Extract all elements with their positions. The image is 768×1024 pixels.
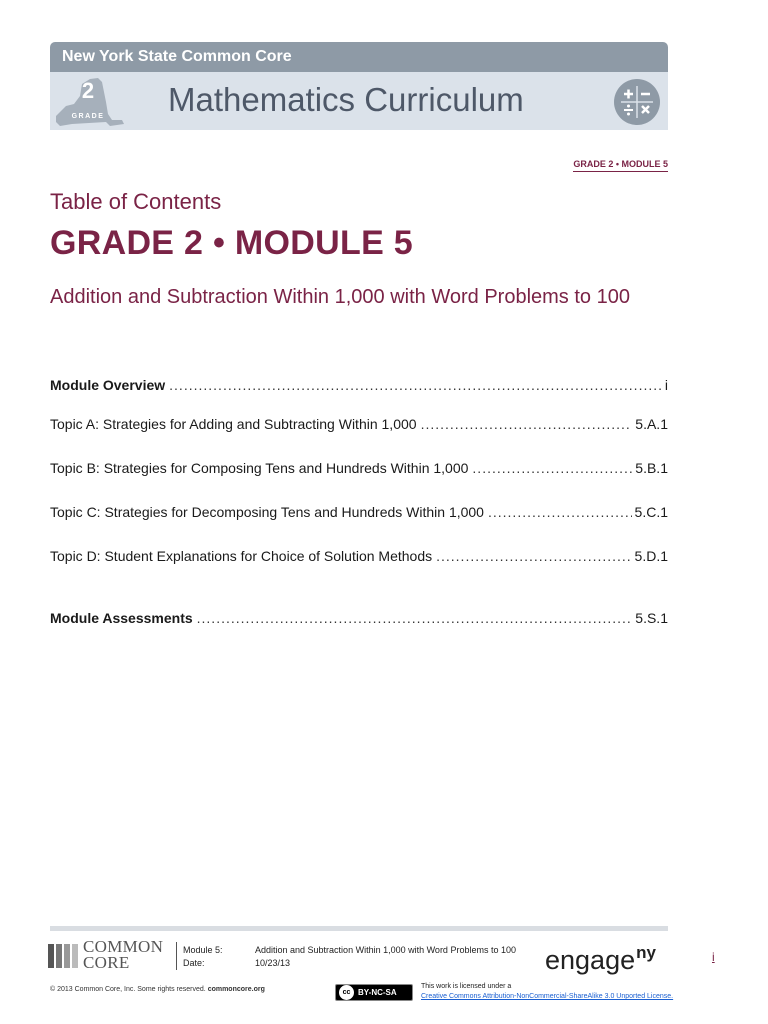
toc-entry-page: 5.C.1 xyxy=(634,504,668,520)
toc-entry-module-assessments[interactable] xyxy=(50,606,668,626)
module-value: Addition and Subtraction Within 1,000 with Word Problems to 100 xyxy=(255,945,516,955)
toc-entry-title: Topic D: Student Explanations for Choice of Solution Methods xyxy=(50,548,433,564)
cc-badge-terms: BY-NC-SA xyxy=(358,988,397,997)
common-core-logo-text xyxy=(83,939,163,971)
toc-leader xyxy=(169,377,662,393)
grade-number: 2 xyxy=(81,78,95,103)
page-title: GRADE 2 • MODULE 5 xyxy=(50,224,414,262)
toc-leader xyxy=(472,460,632,476)
toc-leader xyxy=(421,416,633,432)
curriculum-banner xyxy=(50,72,668,130)
module-label: Module 5: xyxy=(183,945,223,955)
toc-entry-page: i xyxy=(664,377,668,393)
engage-text: engage xyxy=(545,945,636,975)
license-line: This work is licensed under a xyxy=(421,983,512,990)
copyright-text: © 2013 Common Core, Inc. Some rights reserved. xyxy=(50,986,206,993)
toc-entry-title: Module Overview xyxy=(50,377,166,393)
toc-entry-page: 5.A.1 xyxy=(635,416,668,432)
toc-entry-topic-d[interactable] xyxy=(50,544,668,564)
cc-license-badge[interactable] xyxy=(335,984,413,1001)
date-value: 10/23/13 xyxy=(255,958,291,968)
copyright-site: commoncore.org xyxy=(207,986,265,993)
copyright-notice xyxy=(50,986,265,993)
toc-entry-title: Topic C: Strategies for Decomposing Tens and Hundreds Within 1,000 xyxy=(50,504,484,520)
ny-text: ny xyxy=(636,943,656,962)
module-subtitle: Addition and Subtraction Within 1,000 with Word Problems to 100 xyxy=(50,286,630,308)
toc-entry-page: 5.S.1 xyxy=(635,610,668,626)
toc-entry-topic-c[interactable] xyxy=(50,500,668,520)
toc-entry-topic-a[interactable] xyxy=(50,412,668,432)
toc-label: Table of Contents xyxy=(50,189,222,214)
curriculum-title: Mathematics Curriculum xyxy=(168,81,524,118)
footer-vertical-divider xyxy=(176,942,177,970)
toc-entry-title: Topic A: Strategies for Adding and Subtracting Within 1,000 xyxy=(50,416,417,432)
banner-title: New York State Common Core xyxy=(50,42,668,72)
footer-meta-values xyxy=(255,944,516,970)
page-number: i xyxy=(712,950,715,964)
license-link[interactable]: Creative Commons Attribution-NonCommercial-ShareAlike 3.0 Unported License. xyxy=(421,993,674,1000)
toc-leader xyxy=(197,610,633,626)
math-operations-icon xyxy=(613,78,661,126)
toc-leader xyxy=(436,548,631,564)
common-core-line2: CORE xyxy=(83,953,130,972)
toc-entry-title: Topic B: Strategies for Composing Tens and Hundreds Within 1,000 xyxy=(50,460,469,476)
toc-entry-module-overview[interactable] xyxy=(50,373,668,393)
engageny-logo xyxy=(545,943,656,976)
creative-commons-icon: cc xyxy=(339,985,354,1000)
toc-entry-page: 5.D.1 xyxy=(634,548,668,564)
date-label: Date: xyxy=(183,958,205,968)
license-notice xyxy=(421,982,673,1002)
footer-meta-labels xyxy=(183,944,223,970)
module-tag: GRADE 2 • MODULE 5 xyxy=(573,159,668,172)
common-core-line1: COMMON xyxy=(83,937,164,956)
toc-entry-page: 5.B.1 xyxy=(635,460,668,476)
toc-entry-topic-b[interactable] xyxy=(50,456,668,476)
toc-entry-title: Module Assessments xyxy=(50,610,193,626)
grade-word: GRADE xyxy=(71,113,105,120)
toc-leader xyxy=(488,504,632,520)
footer-divider xyxy=(50,926,668,931)
common-core-logo-icon xyxy=(48,942,78,970)
